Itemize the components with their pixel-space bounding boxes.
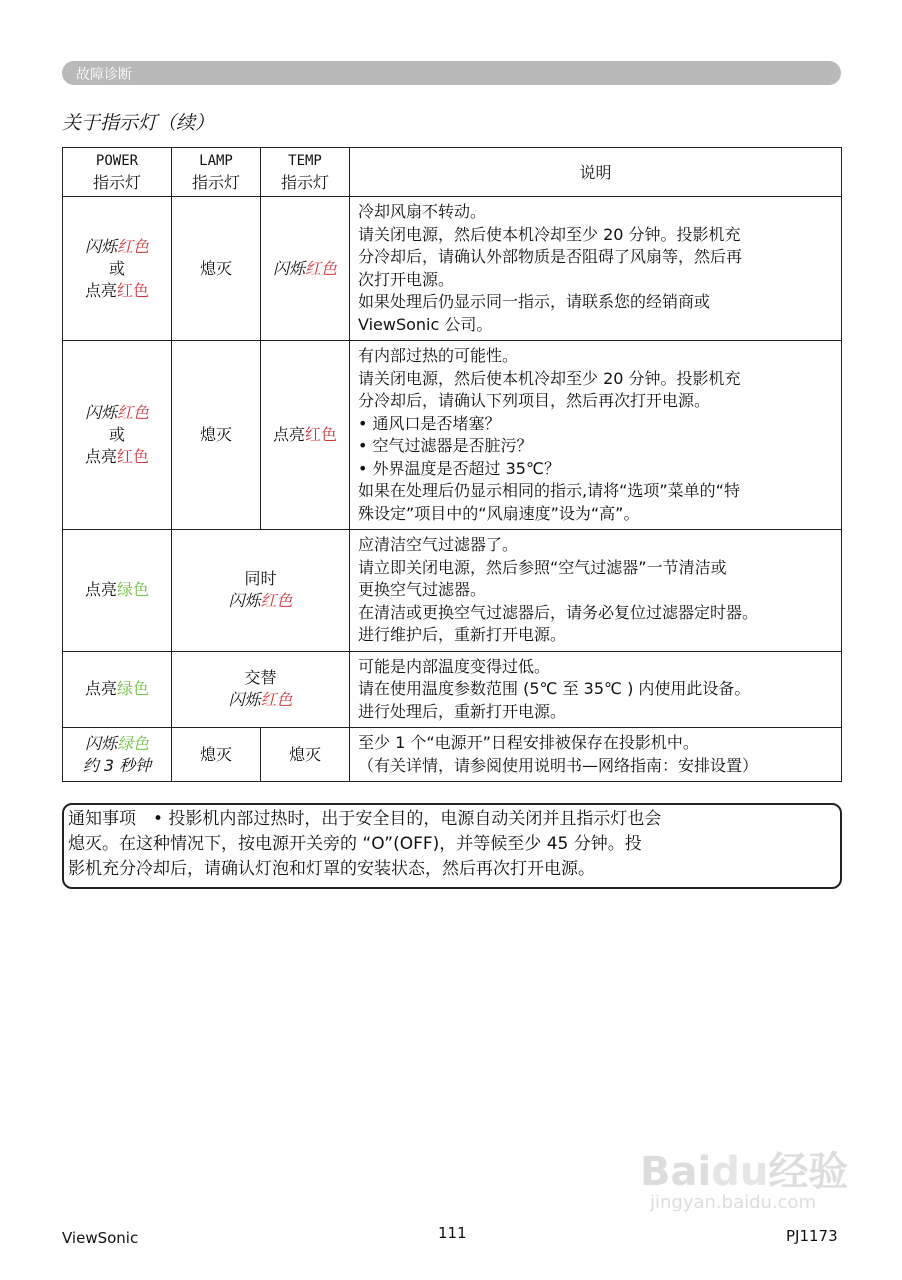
table-row: [63, 728, 842, 782]
table-row: [63, 651, 842, 728]
desc-line: • 外界温度是否超过 35℃？: [358, 458, 560, 478]
page-title: 关于指示灯（续）: [62, 112, 215, 134]
power-color: 红色: [117, 280, 150, 300]
lamp-temp-mode: 同时: [244, 569, 277, 589]
temp-cell: [261, 197, 350, 341]
desc-line: 应清洁空气过滤器了。: [358, 535, 519, 554]
or-label: 或: [108, 425, 125, 444]
or-label: 或: [108, 258, 125, 278]
header-temp: [261, 148, 350, 197]
power-state: 闪烁: [84, 403, 117, 422]
desc-cell: [350, 728, 842, 782]
lamp-temp-state: 闪烁: [228, 690, 261, 710]
temp-state: 点亮: [272, 425, 305, 444]
desc-cell: [350, 197, 842, 341]
desc-line: 殊设定”项目中的“风扇速度”设为“高”。: [358, 503, 640, 523]
desc-line: 请立即关闭电源，然后参照“空气过滤器”一节清洁或: [358, 557, 727, 577]
power-state: 点亮: [84, 679, 117, 699]
temp-cell: [261, 341, 350, 530]
power-state: 点亮: [84, 447, 117, 466]
desc-cell: [350, 341, 842, 530]
table-row: [63, 530, 842, 652]
header-lamp-sub: 指示灯: [191, 173, 240, 192]
power-cell: [63, 341, 172, 530]
power-color: 红色: [117, 403, 150, 422]
power-state: 点亮: [84, 280, 117, 300]
notice-line: 通知事项 • 投影机内部过热时，出于安全目的，电源自动关闭并且指示灯也会: [68, 809, 662, 829]
desc-line: • 空气过滤器是否脏污？: [358, 436, 533, 455]
temp-color: 红色: [305, 425, 338, 444]
header-desc: 说明: [350, 148, 842, 197]
power-cell: [63, 197, 172, 341]
notice-line: 影机充分冷却后，请确认灯泡和灯罩的安装状态，然后再次打开电源。: [68, 859, 595, 879]
header-temp-sub: 指示灯: [280, 173, 329, 192]
lamp-temp-mode: 交替: [244, 668, 277, 688]
desc-line: 至少 1 个“电源开”日程安排被保存在投影机中。: [358, 733, 699, 752]
desc-line: 进行处理后，重新打开电源。: [358, 701, 567, 721]
header-lamp-label: LAMP: [199, 153, 233, 169]
desc-line: 请在使用温度参数范围 (5℃ 至 35℃ ) 内使用此设备。: [358, 679, 751, 698]
power-cell: [63, 651, 172, 728]
power-duration: 约 3 秒钟: [82, 755, 152, 775]
power-state: 闪烁: [84, 733, 117, 753]
header-power: [63, 148, 172, 197]
desc-line: • 通风口是否堵塞？: [358, 413, 501, 433]
power-color: 红色: [117, 447, 150, 466]
header-lamp: [172, 148, 261, 197]
desc-line: 在清洁或更换空气过滤器后，请务必复位过滤器定时器。: [358, 602, 759, 622]
desc-line: 有内部过热的可能性。: [358, 346, 519, 365]
lamp-temp-state: 闪烁: [228, 591, 261, 611]
table-row: [63, 341, 842, 530]
temp-state: 闪烁: [272, 258, 305, 278]
desc-cell: [350, 651, 842, 728]
table-row: [63, 197, 842, 341]
notice-line: 熄灭。在这种情况下，按电源开关旁的 “O”(OFF)，并等候至少 45 分钟。投: [68, 834, 642, 854]
power-state: 闪烁: [84, 236, 117, 256]
footer-brand: ViewSonic: [62, 1229, 139, 1247]
desc-line: 进行维护后，重新打开电源。: [358, 625, 567, 644]
lamp-temp-color: 红色: [260, 591, 293, 611]
footer-model: PJ1173: [786, 1227, 838, 1245]
lamp-temp-color: 红色: [260, 690, 293, 710]
lamp-temp-cell: [172, 651, 350, 728]
desc-line: （有关详情，请参阅使用说明书—网络指南：安排设置）: [358, 755, 759, 775]
desc-line: 可能是内部温度变得过低。: [358, 656, 551, 676]
desc-line: 请关闭电源，然后使本机冷却至少 20 分钟。投影机充: [358, 224, 741, 244]
section-header-bar: [62, 61, 841, 85]
power-color: 红色: [117, 236, 150, 256]
power-color: 绿色: [117, 733, 150, 753]
watermark-url: jingyan.baidu.com: [650, 1192, 817, 1213]
desc-line: 如果处理后仍显示同一指示，请联系您的经销商或: [358, 292, 711, 311]
section-label: 故障诊断: [76, 67, 132, 83]
desc-line: 次打开电源。: [358, 269, 455, 289]
notice-box: [62, 803, 842, 889]
desc-line: 请关闭电源，然后使本机冷却至少 20 分钟。投影机充: [358, 368, 741, 388]
desc-line: 如果在处理后仍显示相同的指示,请将“选项”菜单的“特: [358, 481, 740, 500]
power-color: 绿色: [117, 580, 150, 600]
header-power-sub: 指示灯: [92, 173, 141, 192]
page-number: 111: [438, 1224, 467, 1242]
watermark-logo: Baidu经验: [640, 1149, 849, 1195]
power-cell: [63, 530, 172, 652]
desc-line: 冷却风扇不转动。: [358, 202, 487, 221]
header-temp-label: TEMP: [288, 153, 322, 169]
temp-cell: 熄灭: [261, 728, 350, 782]
lamp-cell: 熄灭: [172, 728, 261, 782]
desc-line: 分冷却后，请确认外部物质是否阻碍了风扇等，然后再: [358, 247, 743, 266]
lamp-temp-cell: [172, 530, 350, 652]
desc-cell: [350, 530, 842, 652]
power-state: 点亮: [84, 580, 117, 600]
power-cell: [63, 728, 172, 782]
indicator-table: [62, 147, 842, 782]
lamp-cell: 熄灭: [172, 341, 261, 530]
desc-line: ViewSonic 公司。: [358, 314, 493, 334]
desc-line: 分冷却后，请确认下列项目，然后再次打开电源。: [358, 391, 711, 410]
lamp-cell: 熄灭: [172, 197, 261, 341]
power-color: 绿色: [117, 679, 150, 699]
desc-line: 更换空气过滤器。: [358, 580, 487, 599]
header-power-label: POWER: [95, 153, 139, 169]
temp-color: 红色: [305, 258, 338, 278]
table-header-row: [63, 148, 842, 197]
